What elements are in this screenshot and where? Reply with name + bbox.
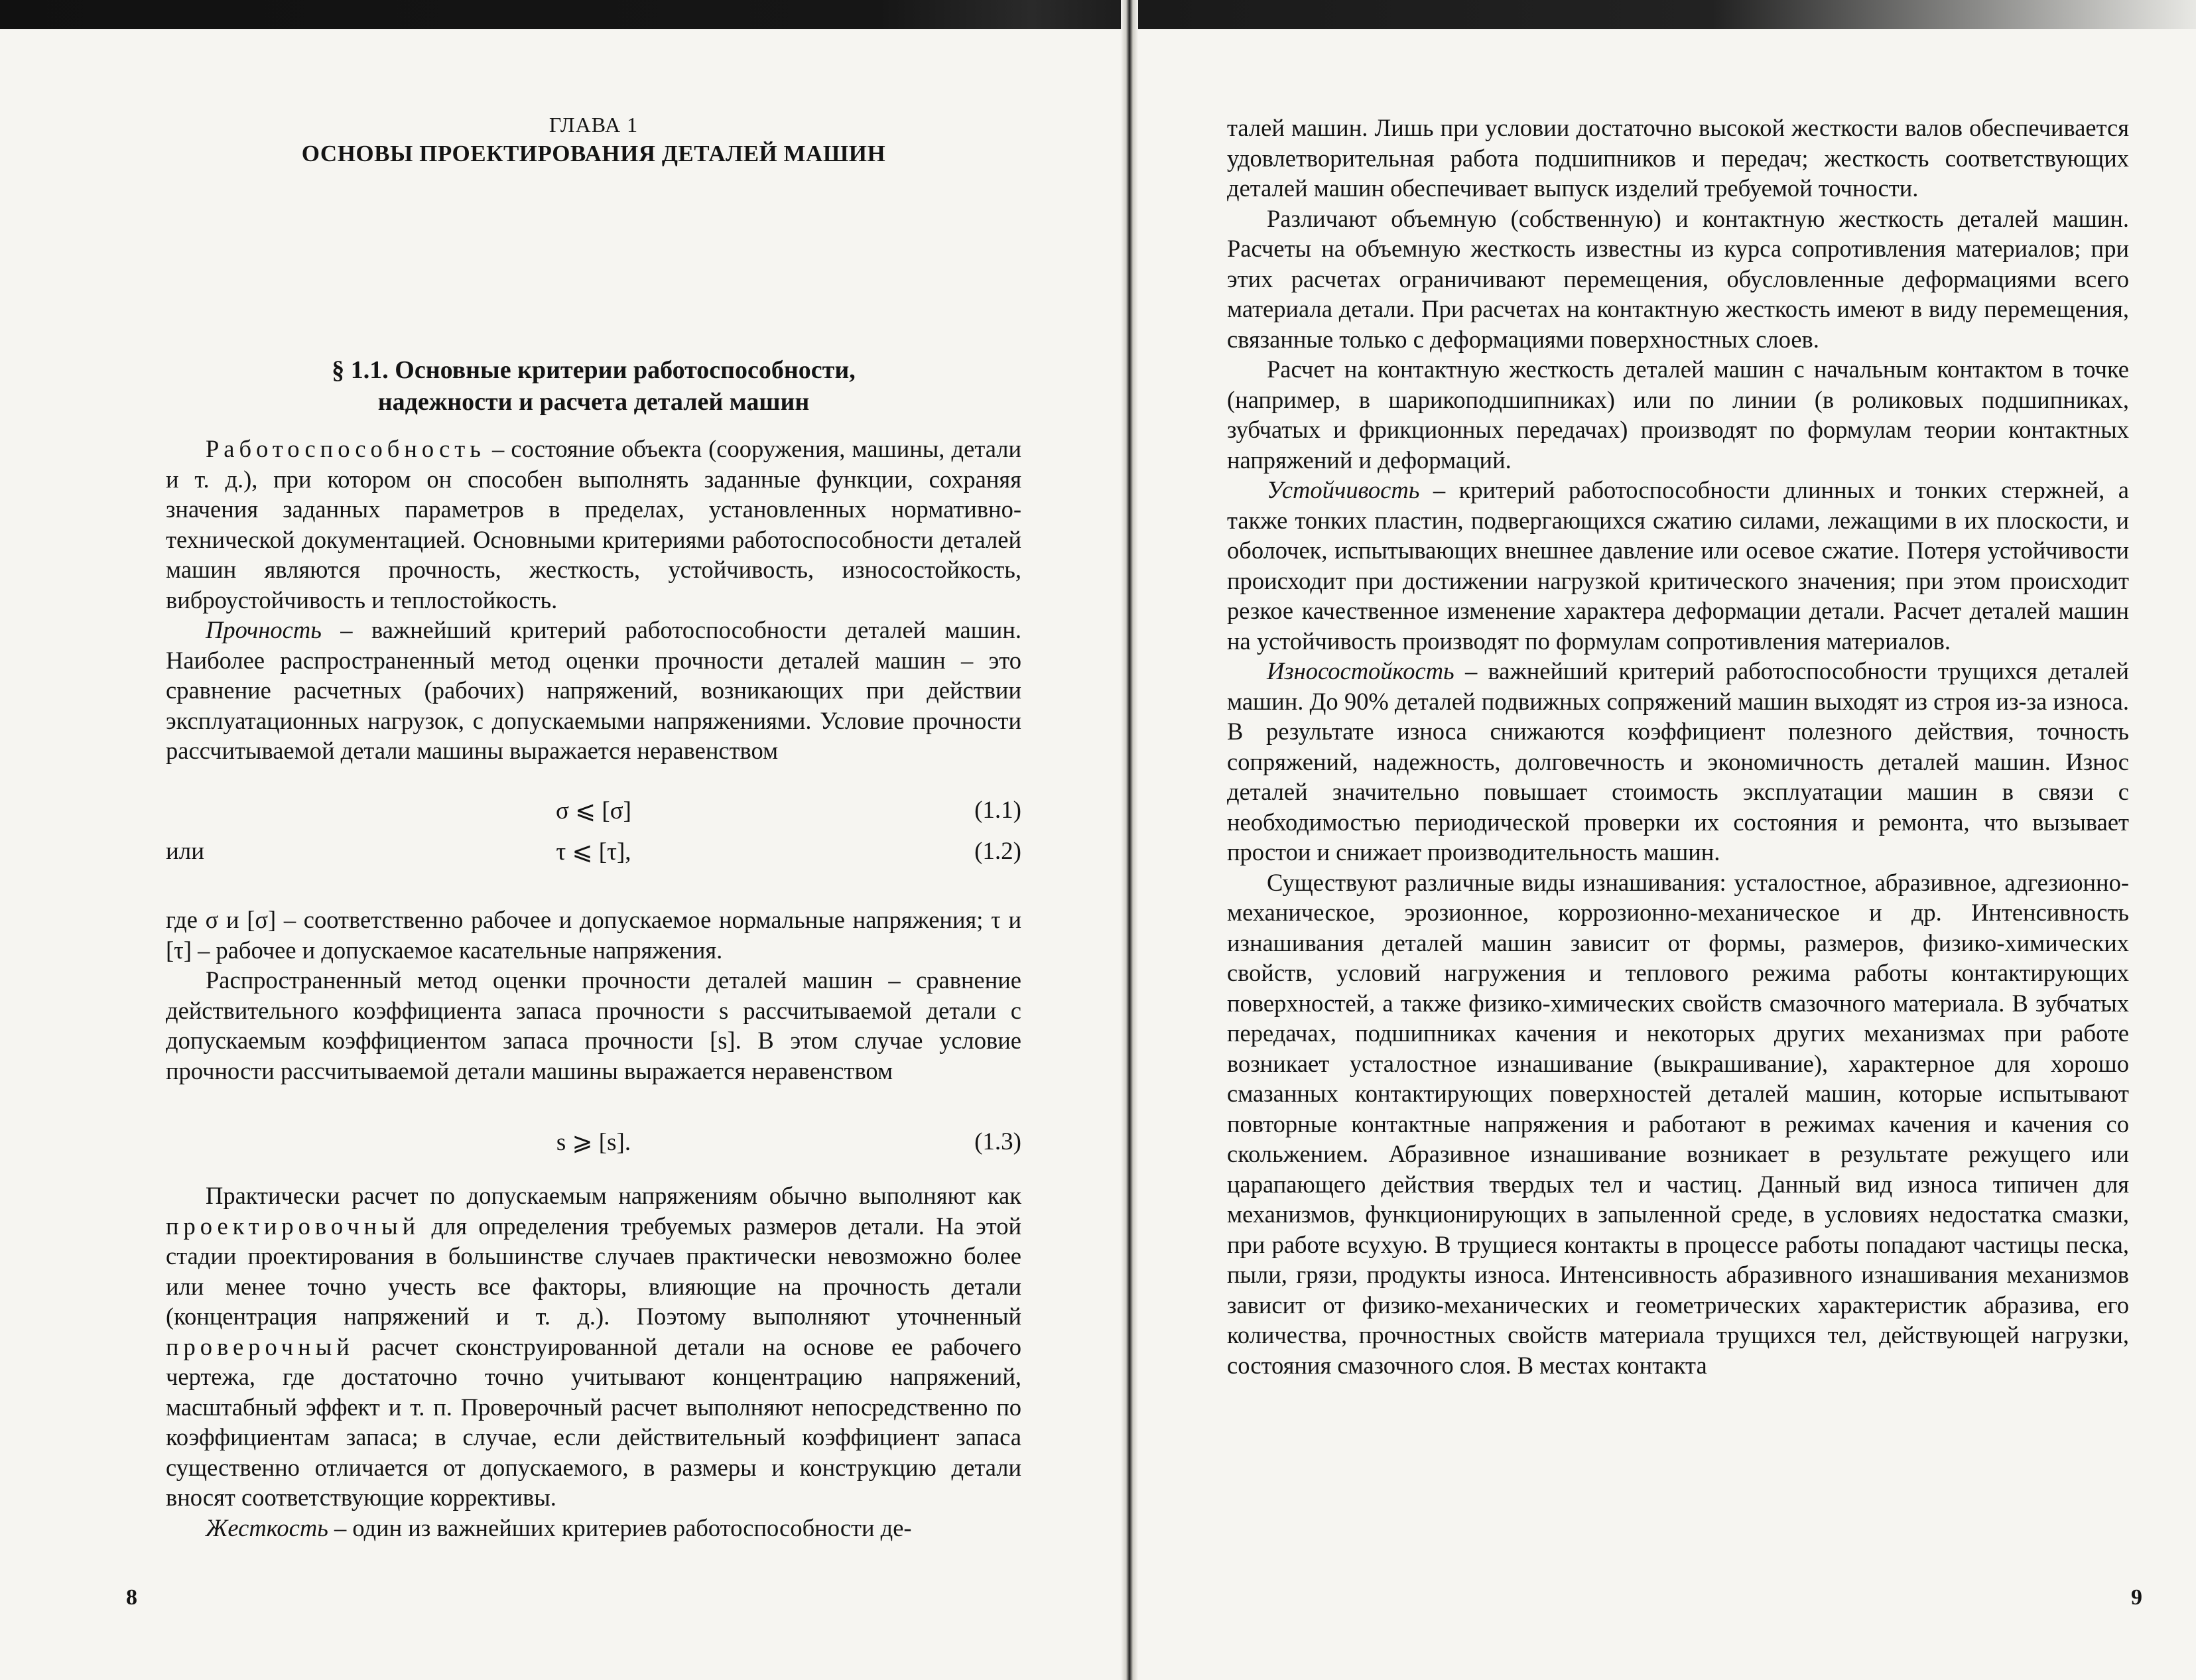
right-text-block bbox=[1227, 113, 2129, 1380]
formula-1-3-expression: s ⩾ [s]. bbox=[556, 1129, 631, 1156]
paragraph-stiffness-start bbox=[166, 1513, 1021, 1543]
right-page bbox=[1227, 0, 2142, 1680]
term-design: проектировочный bbox=[166, 1212, 420, 1240]
formula-1-1-expression: σ ⩽ [σ] bbox=[555, 797, 632, 824]
chapter-label: ГЛАВА 1 bbox=[549, 113, 639, 137]
left-text-block-3 bbox=[166, 1181, 1021, 1543]
term-workability: Работоспособность bbox=[206, 435, 485, 462]
page-number-left: 8 bbox=[126, 1585, 137, 1610]
formula-1-1-number: (1.1) bbox=[974, 797, 1021, 824]
section-title-line1: § 1.1. Основные критерии работоспособности, bbox=[332, 356, 856, 384]
paragraph-workability bbox=[166, 434, 1021, 615]
paragraph-design-calc-b: для определения требуемых размеров детали. На этой стадии проектирования в большинстве случаев практически невозможно более или менее точно учесть все факторы, влияющие на прочность детали (концентрация напряжений и т. д.). Поэтому выполняют уточненный bbox=[166, 1212, 1021, 1330]
term-strength: Прочность bbox=[206, 616, 322, 643]
paragraph-strength bbox=[166, 615, 1021, 766]
paragraph-design-calc-c: расчет сконструированной детали на основе ее рабочего чертежа, где достаточно точно учитывают концентрацию напряжений, масштабный эффект и т. п. Проверочный расчет выполняют непосредственно по коэффициентам запаса; в случае, если действительный коэффициент запаса существенно отличается от допускаемого, в размеры и конструкцию детали вносят соответствующие коррективы. bbox=[166, 1332, 1021, 1511]
term-wear-resistance: Износостойкость bbox=[1267, 657, 1454, 684]
term-stiffness: Жесткость bbox=[206, 1514, 328, 1541]
formula-1-1 bbox=[166, 796, 1021, 826]
formula-1-3 bbox=[166, 1128, 1021, 1158]
left-text-block-2 bbox=[166, 905, 1021, 1086]
book-gutter bbox=[1121, 0, 1138, 1680]
left-page bbox=[126, 0, 1021, 1680]
paragraph-wear-resistance bbox=[1227, 656, 2129, 868]
section-title-line2: надежности и расчета деталей машин bbox=[377, 388, 810, 416]
formula-1-2 bbox=[166, 837, 1021, 868]
formula-1-2-expression: τ ⩽ [τ], bbox=[556, 838, 631, 866]
page-number-right: 9 bbox=[2131, 1585, 2142, 1610]
paragraph-stiffness-start-text: – один из важнейших критериев работоспособности де- bbox=[328, 1514, 912, 1541]
paragraph-where: где σ и [σ] – соответственно рабочее и допускаемое нормальные напряжения; τ и [τ] – рабочее и допускаемое касательные напряжения. bbox=[166, 906, 1021, 964]
paragraph-stability bbox=[1227, 475, 2129, 656]
section-title bbox=[166, 354, 1021, 418]
paragraph-strength-text: – важнейший критерий работоспособности деталей машин. Наиболее распространенный метод оценки прочности деталей машин – это сравнение расчетных (рабочих) напряжений, возникающих при действии эксплуатационных нагрузок, с допускаемыми напряжениями. Условие прочности рассчитываемой детали машины выражается неравенством bbox=[166, 616, 1021, 764]
paragraph-safety-factor: Распространенный метод оценки прочности деталей машин – сравнение действительного коэффициента запаса прочности s рассчитываемой детали с допускаемым коэффициентом запаса прочности [s]. В этом случае условие прочности рассчитываемой детали машины выражается неравенством bbox=[166, 966, 1021, 1084]
paragraph-wear-types: Существуют различные виды изнашивания: усталостное, абразивное, адгезионно-механическое, эрозионное, коррозионно-механическое и др. Интенсивность изнашивания деталей машин зависит от формы, размеров, физико-химических свойств, условий нагружения и теплового режима работы контактирующих поверхностей, а также физико-химических свойств смазочного материала. В зубчатых передачах, подшипниках качения и некоторых других механизмах при работе возникает усталостное изнашивание (выкрашивание), характерное для хорошо смазанных контактирующих поверхностей деталей машин, которые испытывают повторные контактные напряжения и работают в режимах качения и качения со скольжением. Абразивное изнашивание возникает в результате режущего или царапающего действия твердых тел и частиц. Данный вид износа типичен для механизмов, функционирующих в запыленной среде, в условиях недостатка смазки, при работе всухую. В трущиеся контакты в процессе работы попадают частицы песка, пыли, грязи, продукты износа. Интенсивность абразивного изнашивания механизмов зависит от физико-механических и геометрических характеристик абразива, его количества, прочностных свойств материала трущихся тел, действующей нагрузки, состояния смазочного слоя. В местах контакта bbox=[1227, 868, 2129, 1379]
paragraph-stiffness-cont: талей машин. Лишь при условии достаточно высокой жесткости валов обеспечивается удовлетворительная работа подшипников и передач; жесткость соответствующих деталей машин обеспечивает выпуск изделий требуемой точности. bbox=[1227, 114, 2129, 202]
formula-1-2-prefix: или bbox=[166, 838, 205, 865]
paragraph-workability-text: – состояние объекта (сооружения, машины, детали и т. д.), при котором он способен выполнять заданные функции, сохраняя значения заданных параметров в пределах, установленных нормативно-технической документацией. Основными критериями работоспособности деталей машин являются прочность, жесткость, устойчивость, износостойкость, виброустойчивость и теплостойкость. bbox=[166, 435, 1021, 614]
paragraph-design-calc bbox=[166, 1181, 1021, 1513]
paragraph-wear-resistance-text: – важнейший критерий работоспособности трущихся деталей машин. До 90% деталей подвижных сопряжений машин выходят из строя из-за износа. В результате износа снижаются коэффициент полезного действия, точность сопряжений, надежность, долговечность и экономичность деталей машин. Износ деталей значительно повышает стоимость эксплуатации машин в связи с необходимостью периодической проверки их состояния и ремонта, что вызывает простои и снижает производительность машин. bbox=[1227, 657, 2129, 866]
left-text-block-1 bbox=[166, 434, 1021, 766]
formula-1-2-number: (1.2) bbox=[974, 838, 1021, 865]
paragraph-contact-stiffness: Расчет на контактную жесткость деталей машин с начальным контактом в точке (например, в шарикоподшипниках) или по линии (в роликовых подшипниках, зубчатых и фрикционных передачах) производят по формулам теории контактных напряжений и деформаций. bbox=[1227, 355, 2129, 474]
paragraph-stiffness-types: Различают объемную (собственную) и контактную жесткость деталей машин. Расчеты на объемную жесткость известны из курса сопротивления материалов; при этих расчетах ограничивают перемещения, обусловленные деформациями всего материала детали. При расчетах на контактную жесткость имеют в виду перемещения, связанные только с деформациями поверхностных слоев. bbox=[1227, 204, 2129, 353]
chapter-title: ОСНОВЫ ПРОЕКТИРОВАНИЯ ДЕТАЛЕЙ МАШИН bbox=[301, 141, 886, 166]
term-verification: проверочный bbox=[166, 1332, 354, 1360]
paragraph-design-calc-a: Практически расчет по допускаемым напряжениям обычно выполняют как bbox=[206, 1182, 1021, 1209]
formula-1-3-number: (1.3) bbox=[974, 1128, 1021, 1155]
term-stability: Устойчивость bbox=[1267, 476, 1420, 503]
paragraph-stability-text: – критерий работоспособности длинных и тонких стержней, а также тонких пластин, подвергающихся сжатию силами, лежащими в их плоскости, и оболочек, испытывающих внешнее давление или осевое сжатие. Потеря устойчивости происходит при достижении нагрузкой критического значения; при этом происходит резкое качественное изменение характера деформации детали. Расчет деталей машин на устойчивость производят по формулам сопротивления материалов. bbox=[1227, 476, 2129, 655]
